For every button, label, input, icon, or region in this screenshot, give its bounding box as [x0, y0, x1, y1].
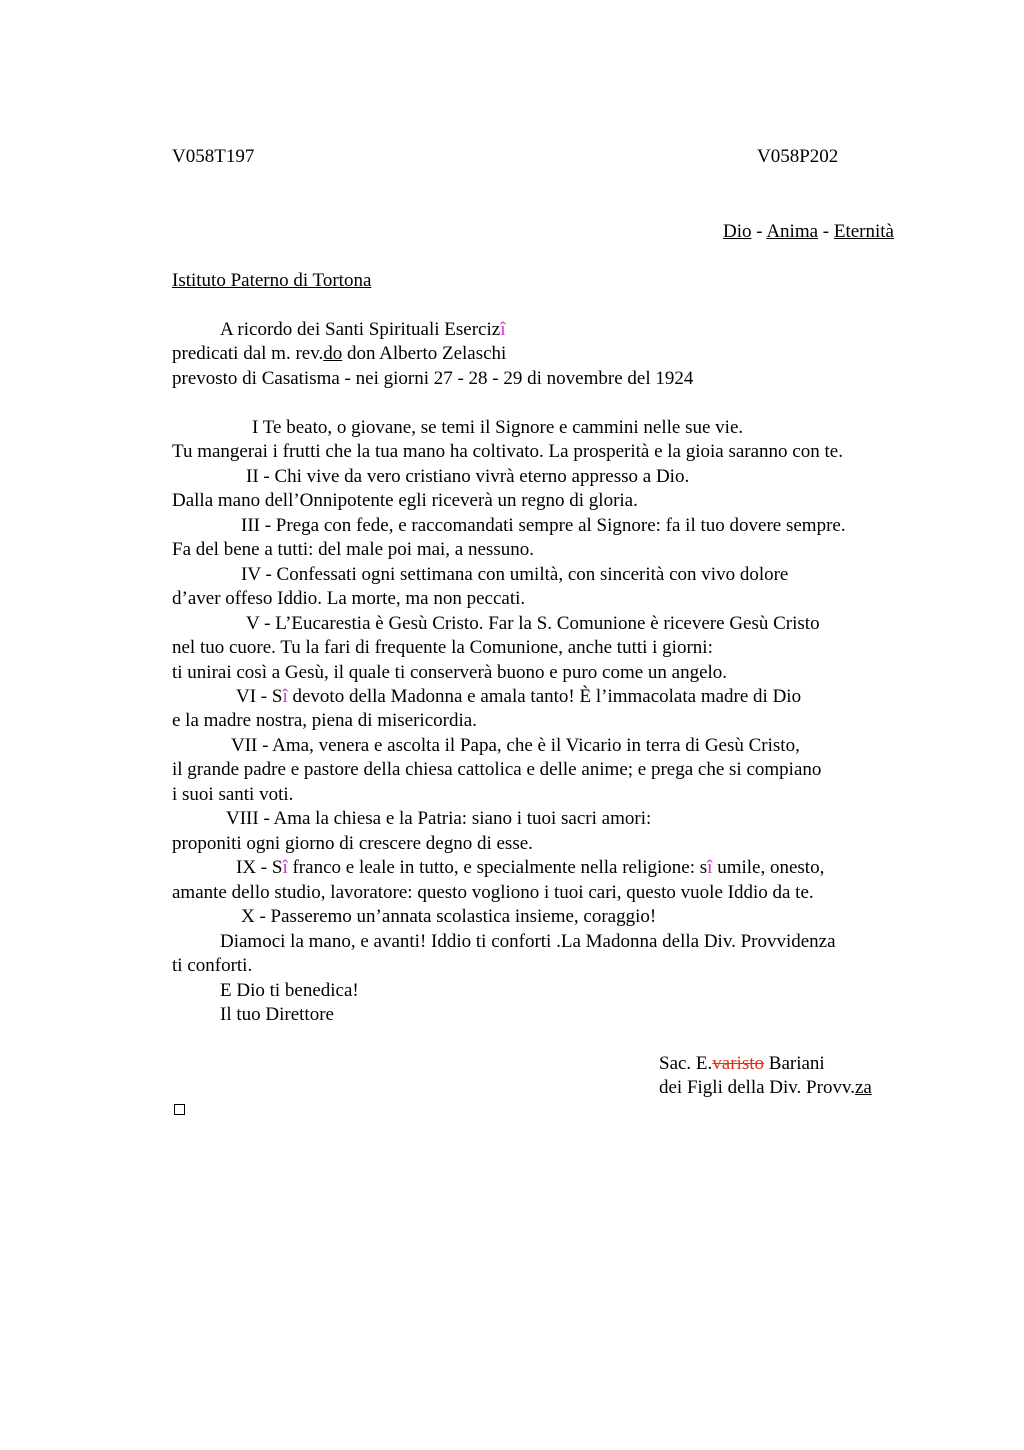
precept-6-cont: e la madre nostra, piena di misericordia.	[172, 710, 477, 731]
precept-10: X - Passeremo un’annata scolastica insieme, coraggio!	[241, 906, 657, 927]
motto-separator: -	[751, 221, 767, 242]
precept-5-cont: nel tuo cuore. Tu la fari di frequente la Comunione, anche tutti i giorni:	[172, 637, 713, 658]
precept-9-cont: amante dello studio, lavoratore: questo vogliono i tuoi cari, questo vuole Iddio da te.	[172, 882, 814, 903]
motto	[723, 221, 894, 243]
precept-9: IX - Sî franco e leale in tutto, e specialmente nella religione: sî umile, onesto,	[236, 857, 825, 878]
motto-word-anima: Anima	[766, 221, 819, 242]
precept-3-cont: Fa del bene a tutti: del male poi mai, a nessuno.	[172, 539, 534, 560]
document-code-left: V058T197	[172, 146, 255, 167]
closing-blessing: E Dio ti benedica!	[220, 980, 359, 1001]
precept-4: IV - Confessati ogni settimana con umiltà, con sincerità con vivo dolore	[241, 564, 789, 585]
intro-line-2: predicati dal m. rev.do don Alberto Zelaschi	[172, 343, 507, 364]
motto-separator: -	[818, 221, 834, 242]
closing-line: Diamoci la mano, e avanti! Iddio ti conforti .La Madonna della Div. Provvidenza	[220, 931, 836, 952]
institute-name: Istituto Paterno di Tortona	[172, 270, 372, 291]
precept-1-cont: Tu mangerai i frutti che la tua mano ha coltivato. La prosperità e la gioia saranno con te.	[172, 441, 843, 462]
struck-text: varisto	[712, 1053, 765, 1074]
precept-3: III - Prega con fede, e raccomandati sempre al Signore: fa il tuo dovere sempre.	[241, 515, 846, 536]
correction-mark: î	[282, 686, 288, 707]
correction-mark: î	[500, 319, 506, 340]
motto-word-eternita: Eternità	[833, 221, 894, 242]
intro-line-3: prevosto di Casatisma - nei giorni 27 - 28 - 29 di novembre del 1924	[172, 368, 694, 389]
document-code-right: V058P202	[757, 146, 839, 167]
precept-2-cont: Dalla mano dell’Onnipotente egli riceverà un regno di gloria.	[172, 490, 638, 511]
precept-8: VIII - Ama la chiesa e la Patria: siano i tuoi sacri amori:	[226, 808, 652, 829]
precept-6: VI - Sî devoto della Madonna e amala tanto! È l’immacolata madre di Dio	[236, 686, 802, 707]
precept-7-cont: il grande padre e pastore della chiesa cattolica e delle anime; e prega che si compiano	[172, 759, 822, 780]
precept-5-cont: ti unirai così a Gesù, il quale ti conserverà buono e puro come un angelo.	[172, 662, 728, 683]
correction-mark: î	[707, 857, 713, 878]
closing-line: ti conforti.	[172, 955, 253, 976]
correction-mark: î	[282, 857, 288, 878]
precept-2: II - Chi vive da vero cristiano vivrà eterno appresso a Dio.	[246, 466, 690, 487]
precept-5: V - L’Eucarestia è Gesù Cristo. Far la S. Comunione è ricevere Gesù Cristo	[246, 613, 820, 634]
precept-1: I Te beato, o giovane, se temi il Signore e cammini nelle sue vie.	[252, 417, 744, 438]
precept-7: VII - Ama, venera e ascolta il Papa, che è il Vicario in terra di Gesù Cristo,	[231, 735, 800, 756]
checkbox-icon	[174, 1104, 185, 1115]
intro-line-1: A ricordo dei Santi Spirituali Esercizî	[220, 319, 506, 340]
precept-7-cont: i suoi santi voti.	[172, 784, 294, 805]
closing-sender: Il tuo Direttore	[220, 1004, 334, 1025]
precept-8-cont: proponiti ogni giorno di crescere degno di esse.	[172, 833, 533, 854]
signature-name: Sac. E.varisto Bariani	[659, 1053, 825, 1074]
precept-4-cont: d’aver offeso Iddio. La morte, ma non peccati.	[172, 588, 526, 609]
motto-word-dio: Dio	[723, 221, 752, 242]
signature-congregation: dei Figli della Div. Provv.za	[659, 1077, 872, 1098]
